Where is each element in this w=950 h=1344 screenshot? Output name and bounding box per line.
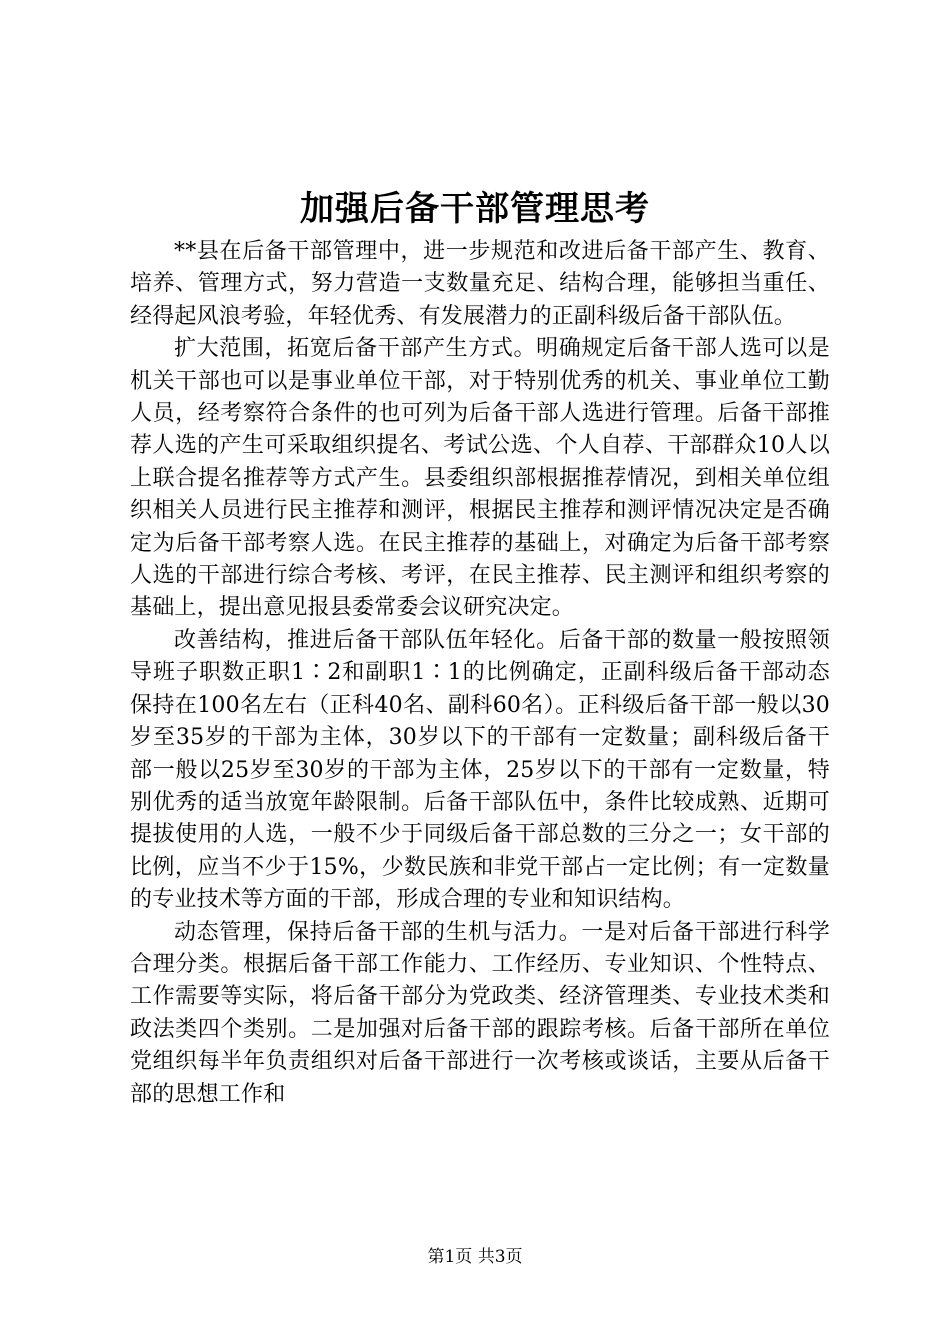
paragraph-expand-scope: 扩大范围，拓宽后备干部产生方式。明确规定后备干部人选可以是机关干部也可以是事业单位干部，对于特别优秀的机关、事业单位工勤人员，经考察符合条件的也可列为后备干部人选进行管理。后备干部推荐人选的产生可采取组织提名、考试公选、个人自荐、干部群众10人以上联合提名推荐等方式产生。县委组织部根据推荐情况，到相关单位组织相关人员进行民主推荐和测评，根据民主推荐和测评情况决定是否确定为后备干部考察人选。在民主推荐的基础上，对确定为后备干部考察人选的干部进行综合考核、考评，在民主推荐、民主测评和组织考察的基础上，提出意见报县委常委会议研究决定。 <box>130 336 830 621</box>
document-body <box>130 236 830 1111</box>
paragraph-intro: **县在后备干部管理中，进一步规范和改进后备干部产生、教育、培养、管理方式，努力营造一支数量充足、结构合理，能够担当重任、经得起风浪考验，年轻优秀、有发展潜力的正副科级后备干部队伍。 <box>130 239 830 329</box>
paragraph-dynamic-management: 动态管理，保持后备干部的生机与活力。一是对后备干部进行科学合理分类。根据后备干部工作能力、工作经历、专业知识、个性特点、工作需要等实际，将后备干部分为党政类、经济管理类、专业技术类和政法类四个类别。二是加强对后备干部的跟踪考核。后备干部所在单位党组织每半年负责组织对后备干部进行一次考核或谈话，主要从后备干部的思想工作和 <box>130 919 830 1107</box>
document-title: 加强后备干部管理思考 <box>300 189 650 229</box>
page-footer: 第1页 共3页 <box>427 1247 523 1267</box>
paragraph-improve-structure: 改善结构，推进后备干部队伍年轻化。后备干部的数量一般按照领导班子职数正职1∶2和副职1∶1的比例确定，正副科级后备干部动态保持在100名左右（正科40名、副科60名）。正科级后备干部一般以30岁至35岁的干部为主体，30岁以下的干部有一定数量；副科级后备干部一般以25岁至30岁的干部为主体，25岁以下的干部有一定数量，特别优秀的适当放宽年龄限制。后备干部队伍中，条件比较成熟、近期可提拔使用的人选，一般不少于同级后备干部总数的三分之一；女干部的比例，应当不少于15%，少数民族和非党干部占一定比例；有一定数量的专业技术等方面的干部，形成合理的专业和知识结构。 <box>130 627 830 913</box>
